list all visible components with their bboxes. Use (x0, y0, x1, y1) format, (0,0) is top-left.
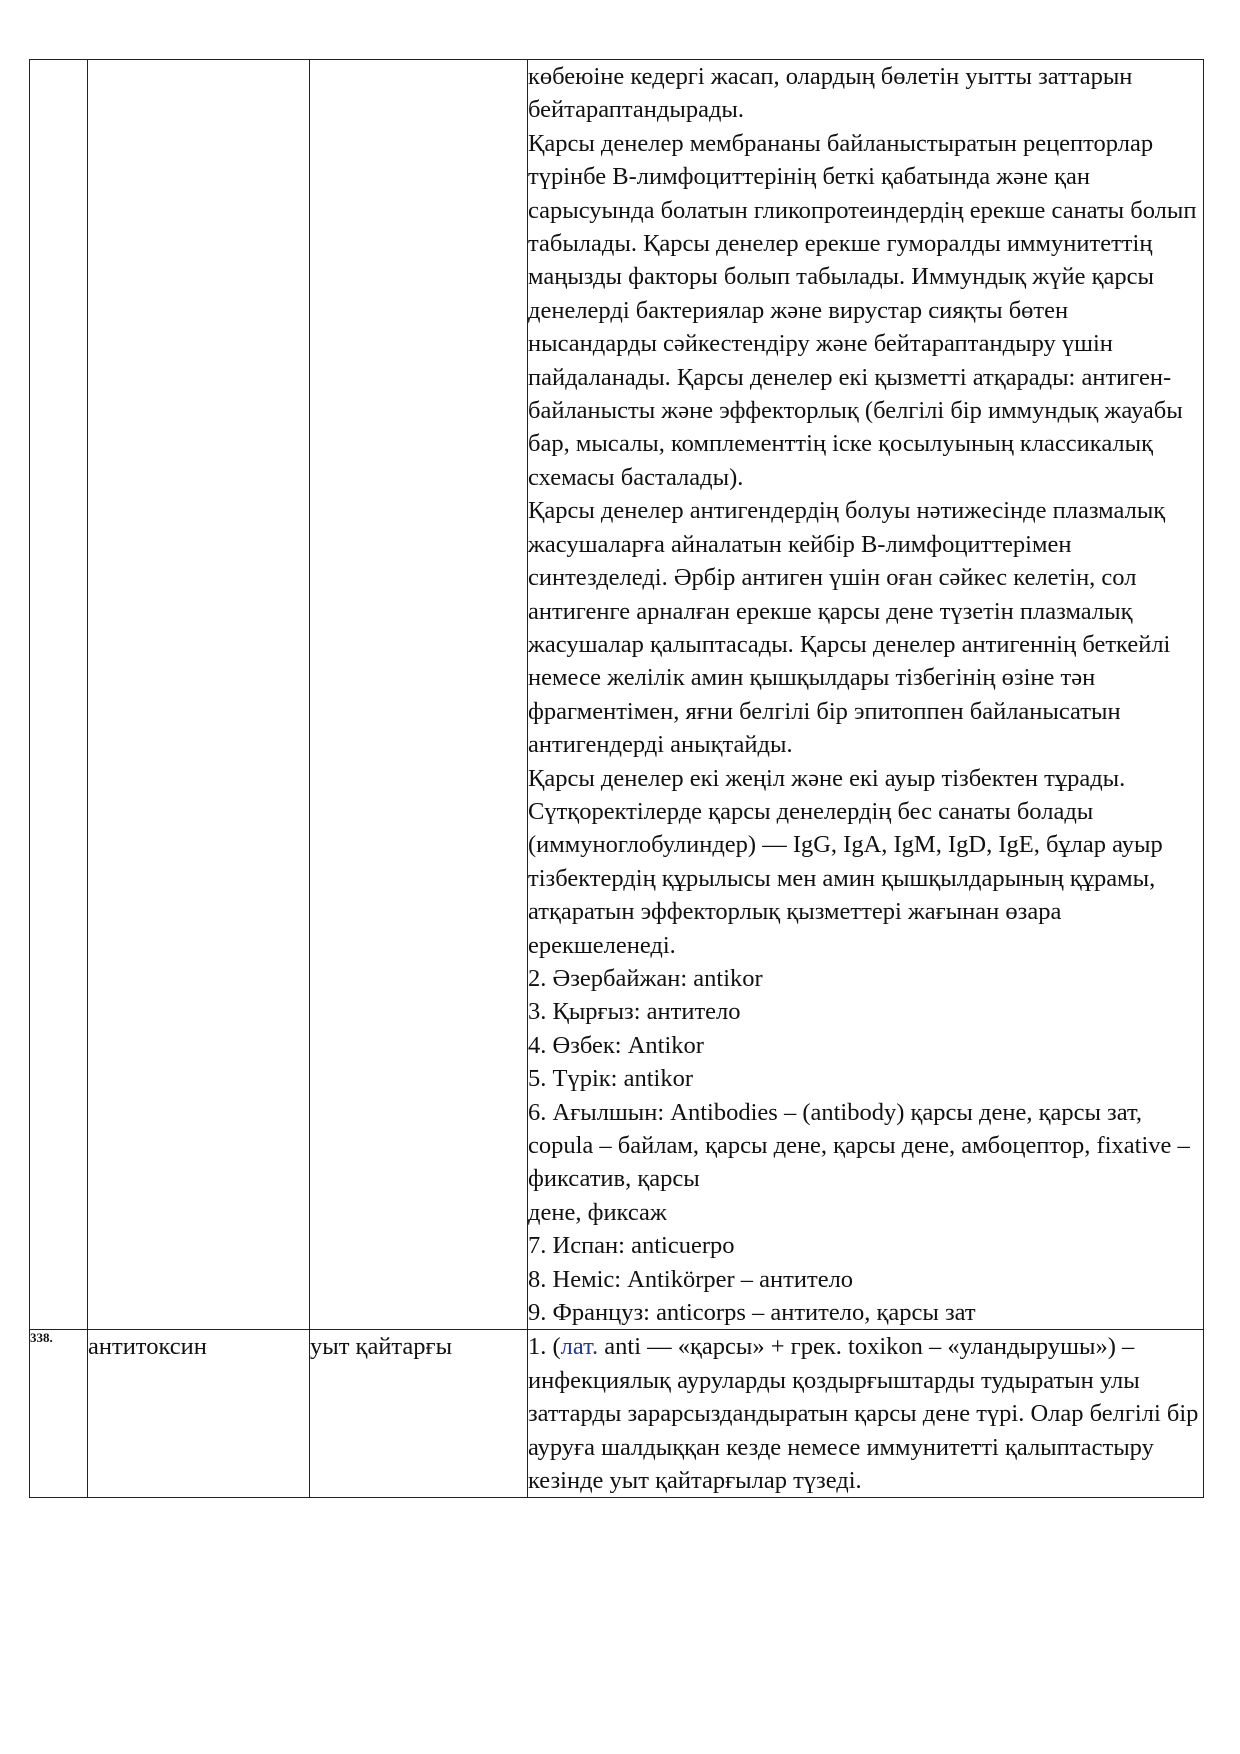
definition-paragraph: Қарсы денелер екі жеңіл және екі ауыр тізбектен тұрады. Сүтқоректілерде қарсы денелердің бес санаты болады (иммуноглобулиндер) — IgG, IgA, IgM, IgD, IgE, бұлар ауыр тізбектердің құрылысы мен амин қышқылдарының құрамы, атқаратын эффекторлық қызметтері жағынан өзара ерекшеленеді. (528, 764, 1163, 959)
definition-paragraph: Қарсы денелер мембрананы байланыстыратын рецепторлар түрінбе В-лимфоциттерінің беткі қабатында және қан сарысуында болатын гликопротеиндердің ерекше санаты болып табылады. Қарсы денелер ерекше гуморалды иммунитеттің маңызды факторы болып табылады. Иммундық жүйе қарсы денелерді бактериялар және вирустар сияқты бөтен нысандарды сәйкестендіру және бейтараптандыру үшін пайдаланады. Қарсы денелер екі қызметті атқарады: антиген-байланысты және эффекторлық (белгілі бір иммундық жауабы бар, мысалы, комплементтің іске қосылуының классикалық схемасы басталады). (528, 129, 1197, 491)
translation-line: 6. Ағылшын: Antibodies – (antibody) қарсы дене, қарсы зат, copula – байлам, қарсы дене, қарсы дене, амбоцептор, fixative – фиксатив, қарсы (528, 1098, 1190, 1193)
definition-cell (528, 1330, 1204, 1498)
number-cell (30, 60, 88, 1330)
entry-term: антитоксин (88, 1330, 310, 1498)
definition-paragraph: Қарсы денелер антигендердің болуы нәтижесінде плазмалық жасушаларға айналатын кейбір В-лимфоциттерімен синтезделеді. Әрбір антиген үшін оған сәйкес келетін, сол антигенге арналған ерекше қарсы дене түзетін плазмалық жасушалар қалыптасады. Қарсы денелер антигеннің беткейлі немесе желілік амин қышқылдары тізбегінің өзіне тән фрагментімен, яғни белгілі бір эпитоппен байланысатын антигендерді анықтайды. (528, 497, 1171, 759)
latin-abbreviation: лат. (560, 1333, 599, 1361)
table-row (30, 60, 1204, 1330)
definition-prefix: 1. ( (528, 1333, 561, 1361)
definition-cell (528, 60, 1204, 1330)
translation-line: 3. Қырғыз: антитело (528, 998, 741, 1026)
translation-cell (310, 60, 528, 1330)
translation-line: 7. Испан: anticuerpo (528, 1232, 735, 1260)
translation-line: 2. Әзербайжан: antikor (528, 964, 763, 992)
table-row (30, 1330, 1204, 1498)
definition-paragraph: көбеюіне кедергі жасап, олардың бөлетін уытты заттарын бейтараптандырады. (528, 63, 1133, 124)
translation-line: 5. Түрік: antikor (528, 1065, 694, 1093)
translation-line: 9. Француз: anticorps – антитело, қарсы зат (528, 1299, 976, 1327)
translation-line: 8. Неміс: Antikörper – антитело (528, 1265, 854, 1293)
definition-paragraph (528, 1330, 1203, 1497)
translation-line: дене, фиксаж (528, 1198, 667, 1226)
entry-number: 338. (30, 1330, 88, 1498)
definition-text: anti — «қарсы» + грек. toxikon – «уландырушы») – инфекциялық ауруларды қоздырғыштарды тудыратын улы заттарды зарарсыздандыратын қарсы дене түрі. Олар белгілі бір ауруға шалдыққан кезде немесе иммунитетті қалыптастыру кезінде уыт қайтарғылар түзеді. (528, 1333, 1199, 1495)
dictionary-table (29, 59, 1204, 1498)
translation-line: 4. Өзбек: Antikor (528, 1031, 704, 1059)
term-cell (88, 60, 310, 1330)
entry-translation: уыт қайтарғы (310, 1330, 528, 1498)
